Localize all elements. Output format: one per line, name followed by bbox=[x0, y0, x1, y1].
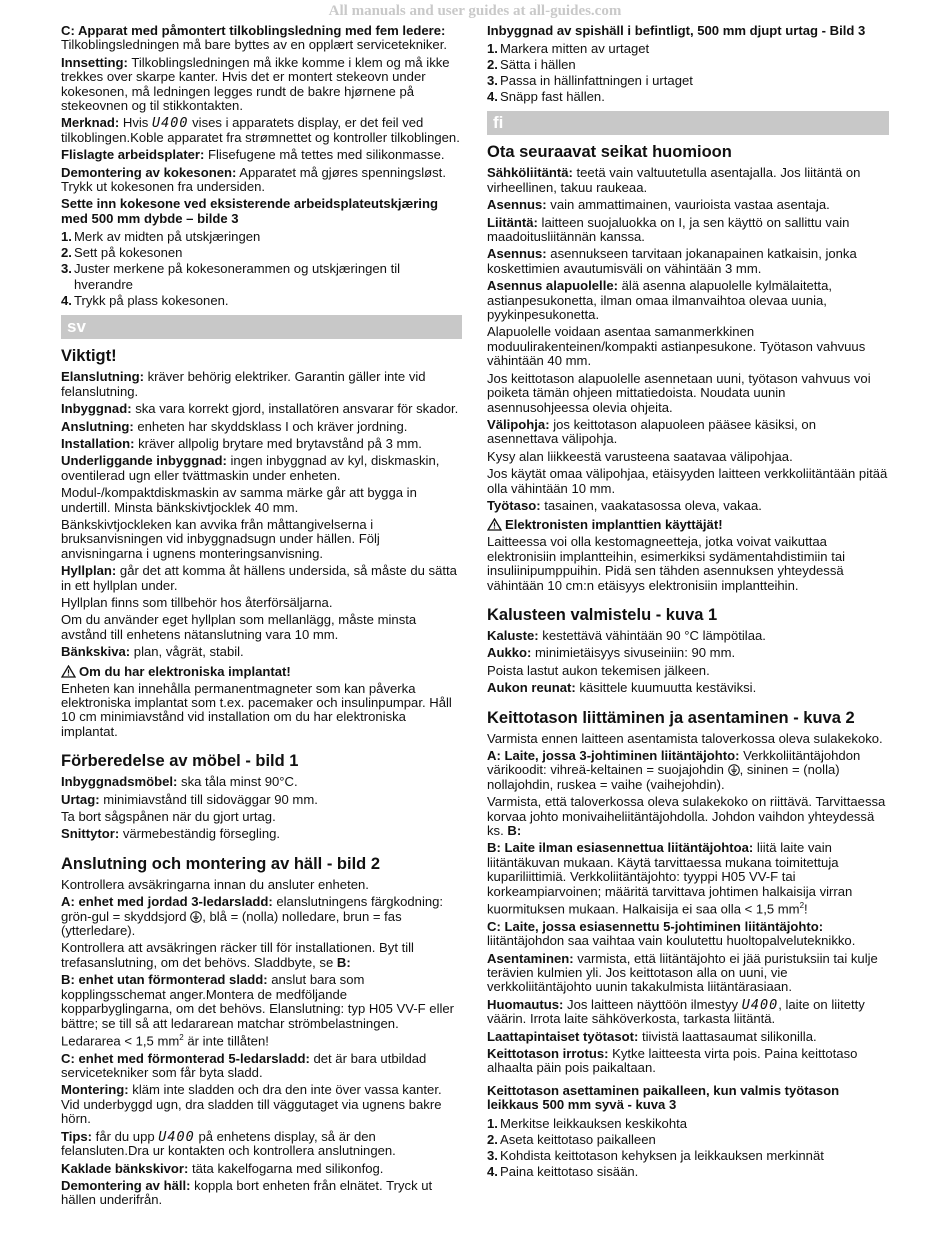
list-item: 2. Aseta keittotaso paikalleen bbox=[487, 1131, 656, 1147]
list-item: 3. Juster merkene på kokesonerammen og utskjæringen til hverandre bbox=[61, 261, 401, 293]
numbered-list bbox=[487, 1116, 889, 1180]
paragraph: C: enhet med förmonterad 5-ledarsladd: det är bara utbildad servicetekniker som får byta sladd. bbox=[61, 1050, 427, 1081]
language-bar-sv: sv bbox=[61, 315, 462, 339]
paragraph: Työtaso: tasainen, vaakatasossa oleva, vakaa. bbox=[487, 497, 762, 513]
paragraph: Kysy alan liikkeestä varusteena saatavaa välipohjaa. bbox=[487, 448, 793, 464]
paragraph: Installation: kräver allpolig brytare med brytavstånd på 3 mm. bbox=[61, 435, 422, 451]
section-heading: Kalusteen valmistelu - kuva 1 bbox=[487, 605, 718, 624]
paragraph: Asennus alapuolelle: älä asenna alapuolelle kylmälaitetta, astianpesukonetta, ilman omaa ilmanvaihtoa olevaa uunia, pyykinpesukonetta. bbox=[487, 278, 832, 323]
paragraph: Elanslutning: kräver behörig elektriker. Garantin gäller inte vid felanslutning. bbox=[61, 369, 426, 399]
subheading: Inbyggnad av spishäll i befintligt, 500 mm djupt urtag - Bild 3 bbox=[487, 23, 866, 38]
paragraph: Merknad: Hvis U400 vises i apparatets display, er det feil ved tilkoblingen.Koble apparatet fra strømnettet og kontroller tilkoblingen. bbox=[61, 115, 460, 145]
protective-earth-icon bbox=[728, 764, 740, 776]
paragraph: Bänkskivtjockleken kan avvika från måttangivelserna i bruksanvisningen vid inbyggnadsugn under hällen. Följ anvisningarna i ugnens monteringsanvisning. bbox=[61, 516, 380, 561]
numbered-list bbox=[61, 229, 462, 309]
paragraph: Alapuolelle voidaan asentaa samanmerkkinen moduulirakenteinen/kompakti astianpesukone. Työtason vahvuus vähintään 40 mm. bbox=[487, 324, 866, 369]
paragraph: Kontrollera att avsäkringen räcker till för installationen. Byt till trefasanslutning, om det behövs. Sladdbyte, se B: bbox=[61, 940, 414, 970]
list-item: 3. Kohdista keittotason kehyksen ja leikkauksen merkinnät bbox=[487, 1147, 824, 1163]
display-code: U400 bbox=[151, 115, 189, 132]
display-code: U400 bbox=[158, 1128, 195, 1145]
paragraph: Jos käytät omaa välipohjaa, etäisyyden laitteen verkkoliitäntään pitää olla vähintään 10 mm. bbox=[487, 466, 888, 496]
paragraph: Aukon reunat: käsittele kuumuutta kestäviksi. bbox=[487, 680, 757, 696]
paragraph: Jos keittotason alapuolelle asennetaan uuni, työtason vahvuus voi poiketa tämän ohjeen mittatiedoista. Noudata uunin asennusohjeessa olevia ohjeita. bbox=[487, 370, 871, 415]
paragraph: Underliggande inbyggnad: ingen inbyggnad av kyl, diskmaskin, oventilerad ugn eller tvättmaskin under enheten. bbox=[61, 453, 440, 483]
paragraph: Asennus: vain ammattimainen, vaurioista vastaa asentaja. bbox=[487, 197, 830, 213]
list-item: 1. Merk av midten på utskjæringen bbox=[61, 229, 261, 245]
protective-earth-icon bbox=[190, 911, 202, 923]
paragraph: Varmista ennen laitteen asentamista taloverkossa oleva sulakekoko. bbox=[487, 730, 883, 746]
paragraph: Demontering av kokesonen: Apparatet må gjøres spenningsløst. Trykk ut kokesonen fra undersiden. bbox=[61, 164, 446, 195]
paragraph: B: enhet utan förmonterad sladd: anslut bara som kopplingsschemat anger.Montera de medföljande kopparbyglingarna, om det behövs. Elanslutning: typ H05 VV-F eller bättre; se till så att ledararean matchar strömbelastningen. Ledararea < 1,5 $mm^2$ är inte tillåten! bbox=[61, 972, 455, 1049]
paragraph: Kaklade bänkskivor: täta kakelfogarna med silikonfog. bbox=[61, 1160, 384, 1176]
paragraph: Om du använder eget hyllplan som mellanlägg, måste minsta avstånd till enhetens nätanslutning vara 10 mm. bbox=[61, 612, 417, 642]
paragraph: B: Laite ilman esiasennettua liitäntäjohtoa: liitä laite vain liitäntäkuvan mukaan. Käytä tarvittaessa mukana toimitettuja kupariliittimiä. Verkkoliitäntäjohto: tyyppi H05 VV-F tai korkeampiarvoinen; määritä tarvittava johtimen halkaisija virran kuormituksen mukaan. Halkaisija ei saa olla < 1,5 $mm^2$! bbox=[487, 840, 853, 917]
paragraph: Hyllplan: går det att komma åt hällens undersida, så måste du sätta in ett hyllplan under. bbox=[61, 563, 457, 593]
paragraph: Modul-/kompaktdiskmaskin av samma märke går att bygga in undertill. Minsta bänkskivtjocklek 40 mm. bbox=[61, 485, 417, 515]
list-item: 2. Sätta i hällen bbox=[487, 57, 576, 73]
paragraph: Snittytor: värmebeständig försegling. bbox=[61, 826, 281, 842]
paragraph: Huomautus: Jos laitteen näyttöön ilmestyy U400, laite on liitetty väärin. Irrota laite sähköverkosta, tarkasta liitäntä. bbox=[487, 996, 865, 1027]
paragraph: Flislagte arbeidsplater: Flisefugene må tettes med silikonmasse. bbox=[61, 147, 445, 163]
paragraph: Keittotason irrotus: Kytke laitteesta virta pois. Paina keittotaso alhaalta päin pois paikaltaan. bbox=[487, 1046, 858, 1076]
list-item: 4. Paina keittotaso sisään. bbox=[487, 1163, 639, 1179]
numbered-list bbox=[487, 41, 889, 105]
right-column bbox=[487, 24, 889, 1183]
paragraph: A: enhet med jordad 3-ledarsladd: elanslutningens färgkodning: grön-gul = skyddsjord , blå = (nolla) nolledare, brun = fas (ytterledare). bbox=[61, 894, 444, 939]
section-heading: Förberedelse av möbel - bild 1 bbox=[61, 752, 299, 771]
paragraph: Laattapintaiset työtasot: tiivistä laattasaumat silikonilla. bbox=[487, 1028, 817, 1044]
paragraph: Liitäntä: laitteen suojaluokka on I, ja sen käyttö on sallittu vain maadoitusliitännän kanssa. bbox=[487, 214, 850, 245]
list-item: 4. Trykk på plass kokesonen. bbox=[61, 293, 229, 309]
paragraph: Poista lastut aukon tekemisen jälkeen. bbox=[487, 662, 710, 678]
paragraph: Aukko: minimietäisyys sivuseiniin: 90 mm. bbox=[487, 645, 736, 661]
section-heading: Anslutning och montering av häll - bild 2 bbox=[61, 854, 381, 873]
section-heading: Viktigt! bbox=[61, 347, 117, 366]
paragraph: Asennus: asennukseen tarvitaan jokanapainen katkaisin, jonka koskettimien avautumisväli on vähintään 3 mm. bbox=[487, 246, 857, 276]
warning-triangle-icon bbox=[487, 518, 502, 531]
warning-heading: Om du har elektroniska implantat! bbox=[61, 664, 462, 679]
paragraph: Anslutning: enheten har skyddsklass I och kräver jordning. bbox=[61, 418, 408, 434]
paragraph: Ta bort sågspånen när du gjort urtag. bbox=[61, 809, 276, 825]
subheading: Keittotason asettaminen paikalleen, kun valmis työtason leikkaus 500 mm syvä - kuva 3 bbox=[487, 1082, 840, 1113]
list-item: 2. Sett på kokesonen bbox=[61, 245, 183, 261]
language-bar-fi: fi bbox=[487, 111, 889, 135]
paragraph: Bänkskiva: plan, vågrät, stabil. bbox=[61, 644, 244, 660]
section-heading: Ota seuraavat seikat huomioon bbox=[487, 143, 732, 162]
paragraph: Inbyggnad: ska vara korrekt gjord, installatören ansvarar för skador. bbox=[61, 401, 459, 417]
list-item: 4. Snäpp fast hällen. bbox=[487, 89, 605, 105]
paragraph: Varmista, että taloverkossa oleva sulakekoko on riittävä. Tarvittaessa korvaa johto monivaiheliitäntäjohdolla. Johdon vaihdon yhteydessä ks. B: bbox=[487, 794, 886, 839]
paragraph: Urtag: minimiavstånd till sidoväggar 90 mm. bbox=[61, 791, 318, 807]
section-heading: Keittotason liittäminen ja asentaminen - kuva 2 bbox=[487, 708, 855, 727]
display-code: U400 bbox=[741, 996, 779, 1013]
list-item: 1. Markera mitten av urtaget bbox=[487, 41, 650, 57]
paragraph: Välipohja: jos keittotason alapuoleen pääsee käsiksi, on asennettava välipohja. bbox=[487, 416, 816, 447]
paragraph: Demontering av häll: koppla bort enheten från elnätet. Tryck ut hällen underifrån. bbox=[61, 1177, 433, 1208]
paragraph: Innsetting: Tilkoblingsledningen må ikke komme i klem og må ikke trekkes over skarpe kanter. Hvis det er montert stekeovn under kokesonen, må ledningen legges rundt de bakre hjørnene på stekeovnen og til stikkontakten. bbox=[61, 54, 450, 114]
left-column bbox=[61, 24, 462, 1211]
paragraph: Sähköliitäntä: teetä vain valtuutetulla asentajalla. Jos liitäntä on virheellinen, takuu raukeaa. bbox=[487, 165, 861, 195]
paragraph: Montering: kläm inte sladden och dra den inte över vassa kanter. Vid underbyggd ugn, dra sladden till väggutaget via ugnens bakre hörn. bbox=[61, 1082, 442, 1127]
paragraph: Laitteessa voi olla kestomagneetteja, jotka voivat vaikuttaa elektronisiin implantteihin, esimerkiksi sydämentahdistimiin tai insuliinipumppuihin. Pidä sen tähden asennuksen yhteydessä vähintään 10 cm:n etäisyys elektronisiin implantteihin. bbox=[487, 534, 846, 593]
paragraph: C: Laite, jossa esiasennettu 5-johtiminen liitäntäjohto: liitäntäjohdon saa vaihtaa vain koulutettu huoltopalveluteknikko. bbox=[487, 918, 856, 949]
paragraph: Tips: får du upp U400 på enhetens display, så är den felansluten.Dra ur kontakten och kontrollera anslutningen. bbox=[61, 1128, 396, 1159]
warning-heading: Elektronisten implanttien käyttäjät! bbox=[487, 517, 889, 532]
paragraph: Kaluste: kestettävä vähintään 90 °C lämpötilaa. bbox=[487, 627, 766, 643]
subheading: Sette inn kokesone ved eksisterende arbeidsplateutskjæring med 500 mm dybde – bilde 3 bbox=[61, 196, 438, 226]
paragraph: Inbyggnadsmöbel: ska tåla minst 90°C. bbox=[61, 774, 298, 790]
list-item: 3. Passa in hällinfattningen i urtaget bbox=[487, 73, 693, 89]
paragraph: Kontrollera avsäkringarna innan du ansluter enheten. bbox=[61, 876, 369, 892]
paragraph: C: Apparat med påmontert tilkoblingsledning med fem ledere: Tilkoblingsledningen må bare byttes av en opplært servicetekniker. bbox=[61, 23, 447, 53]
paragraph: Asentaminen: varmista, että liitäntäjohto ei jää puristuksiin tai kulje terävien kulmien yli. Jos keittotason alla on uuni, vie verkkoliitäntäjohto uunin takakulmista liitäntärasiaan. bbox=[487, 950, 878, 995]
watermark: All manuals and user guides at all-guides.com bbox=[328, 3, 622, 19]
list-item: 1. Merkitse leikkauksen keskikohta bbox=[487, 1115, 688, 1131]
paragraph: Hyllplan finns som tillbehör hos återförsäljarna. bbox=[61, 594, 333, 610]
warning-triangle-icon bbox=[61, 665, 76, 678]
paragraph: Enheten kan innehålla permanentmagneter som kan påverka elektroniska implantat som t.ex. pacemaker och insulinpumpar. Håll 10 cm minimiavstånd vid installation om du har elektroniska implantat. bbox=[61, 680, 452, 739]
paragraph: A: Laite, jossa 3-johtiminen liitäntäjohto: Verkkoliitäntäjohdon värikoodit: vihreä-keltainen = suojajohdin , sininen = (nolla) nollajohdin, ruskea = vaihe (vaihejohdin). bbox=[487, 748, 861, 792]
